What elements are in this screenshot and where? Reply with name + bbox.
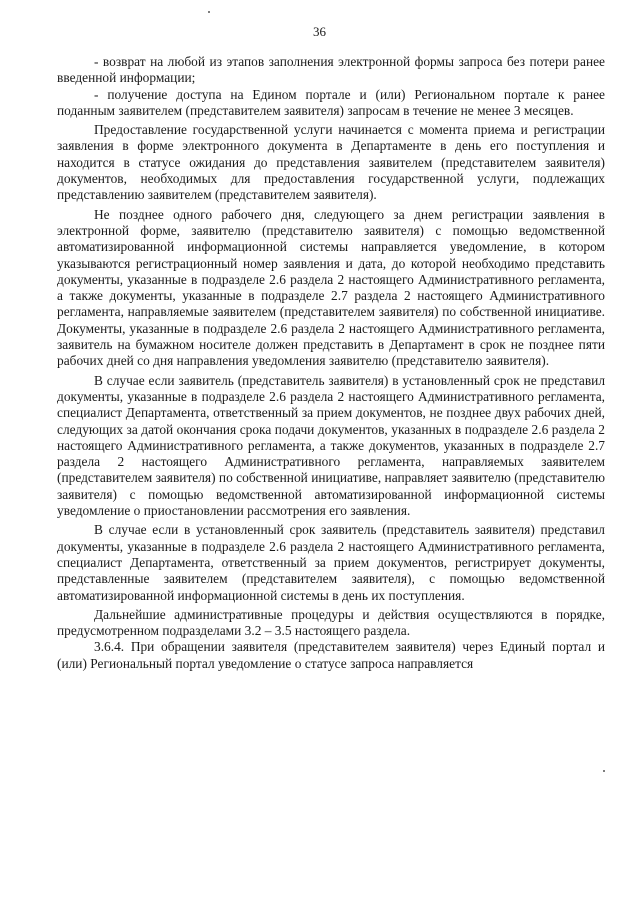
paragraph-return-to-step: - возврат на любой из этапов заполнения электронной формы запроса без потери ранее введенной информации; (57, 54, 605, 86)
paragraph-notification: Не позднее одного рабочего дня, следующего за днем регистрации заявления в электронной форме, заявителю (представителю заявителя) с помощью ведомственной автоматизированной информационной системы направляется уведомление, в котором указываются регистрационный номер заявления и дата, до которой необходимо представить документы, указанные в подразделе 2.6 раздела 2 настоящего Административного регламента, а также документы, указанные в подразделе 2.7 раздела 2 настоящего Административного регламента, направляемые заявителем (представителем заявителя) по собственной инициативе. Документы, указанные в подразделе 2.6 раздела 2 настоящего Административного регламента, заявитель на бумажном носителе должен представить в Департамент в срок не позднее пяти рабочих дней со дня направления уведомления заявителю (представителю заявителя). (57, 206, 605, 369)
paragraph-documents-not-submitted: В случае если заявитель (представитель заявителя) в установленный срок не представил документы, указанные в подразделе 2.6 раздела 2 настоящего Административного регламента, специалист Департамента, ответственный за прием документов, не позднее двух рабочих дней, следующих за датой окончания срока подачи документов, указанных в подразделе 2.6 раздела 2 настоящего Административного регламента, а также документов, указанных в подразделе 2.7 раздела 2 настоящего Административного регламента, направляемых заявителем (представителем заявителя) по собственной инициативе, направляет заявителю (представителю заявителя) с помощью ведомственной автоматизированной информационной системы уведомление о приостановлении рассмотрения его заявления. (57, 372, 605, 519)
paragraph-service-start: Предоставление государственной услуги начинается с момента приема и регистрации заявления в форме электронного документа в Департаменте в день его поступления и находится в статусе ожидания до представления заявителем (представителем заявителя) документов, необходимых для предоставления государственной услуги, подлежащих представлению заявителем (представителем заявителя). (57, 122, 605, 203)
document-body (57, 54, 605, 672)
paragraph-further-procedures: Дальнейшие административные процедуры и действия осуществляются в порядке, предусмотренном подразделами 3.2 – 3.5 настоящего раздела. (57, 606, 605, 639)
paragraph-documents-submitted: В случае если в установленный срок заявитель (представитель заявителя) представил документы, указанные в подразделе 2.6 раздела 2 настоящего Административного регламента, специалист Департамента, ответственный за прием документов, регистрирует документы, представленные заявителем (представителем заявителя), с помощью ведомственной автоматизированной информационной системы в день их поступления. (57, 522, 605, 603)
paragraph-section-3-6-4: 3.6.4. При обращении заявителя (представителем заявителя) через Единый портал и (или) Региональный портал уведомление о статусе запроса направляется (57, 639, 605, 671)
scan-speck (603, 770, 605, 772)
page-number: 36 (313, 24, 326, 39)
scan-speck (208, 11, 210, 13)
paragraph-portal-access: - получение доступа на Едином портале и (или) Региональном портале к ранее поданным заявителем (представителем заявителя) запросам в течение не менее 3 месяцев. (57, 86, 605, 118)
